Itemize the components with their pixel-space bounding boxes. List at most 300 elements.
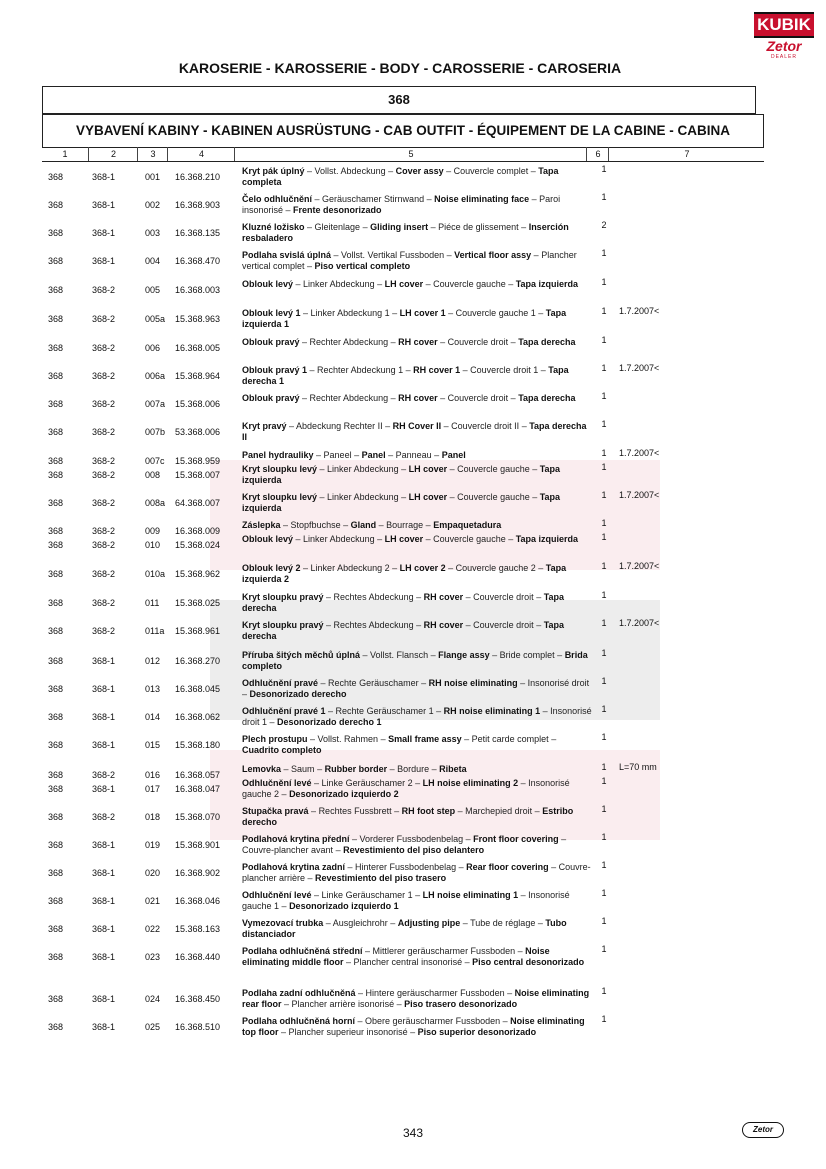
figure-cell: 368-1 xyxy=(92,868,116,878)
description-fr: Insonorisé gauche 1 xyxy=(242,890,570,911)
figure-cell: 368-2 xyxy=(92,498,116,508)
description-fr: Couvercle droit xyxy=(473,592,534,602)
group-cell: 368 xyxy=(48,343,64,353)
group-cell: 368 xyxy=(48,172,64,182)
group-cell: 368 xyxy=(48,784,64,794)
kubik-zetor-logo xyxy=(754,12,814,60)
description-fr: Couvercle droit xyxy=(447,337,509,347)
description-fr: Panneau xyxy=(395,450,432,460)
description-cz: Oblouk levý 1 xyxy=(242,308,301,318)
position-cell: 007c xyxy=(145,456,165,466)
figure-cell: 368-1 xyxy=(92,256,116,266)
description-fr: Couvercle complet xyxy=(453,166,529,176)
description-de: Gleitenlage xyxy=(314,222,361,232)
description-es: Tapa derecha xyxy=(242,620,565,641)
dealer-text: DEALER xyxy=(770,54,797,60)
figure-cell: 368-1 xyxy=(92,896,116,906)
figure-cell: 368-1 xyxy=(92,784,116,794)
description-en: RH cover xyxy=(398,393,438,403)
description-es: Brida completo xyxy=(242,650,588,671)
description-en: LH cover xyxy=(384,534,424,544)
group-cell: 368 xyxy=(48,228,64,238)
quantity-cell: 1 xyxy=(601,490,607,500)
quantity-cell: 1 xyxy=(601,648,607,658)
quantity-cell: 1 xyxy=(601,532,607,542)
figure-cell: 368-1 xyxy=(92,712,116,722)
description-de: Vollst. Rahmen xyxy=(317,734,379,744)
description-de: Rechter Abdeckung xyxy=(309,337,389,347)
description-es: Estribo derecho xyxy=(242,806,574,827)
quantity-cell: 1 xyxy=(601,762,607,772)
part-number-cell: 15.368.024 xyxy=(175,540,221,550)
description-cz: Kluzné ložisko xyxy=(242,222,305,232)
description-de: Linker Abdeckung 2 xyxy=(310,563,390,573)
quantity-cell: 1 xyxy=(601,618,607,628)
description-fr: Insonorisé gauche 2 xyxy=(242,778,570,799)
description-de: Linker Abdeckung xyxy=(303,534,375,544)
description-en: LH cover xyxy=(384,279,424,289)
position-cell: 022 xyxy=(145,924,161,934)
group-cell: 368 xyxy=(48,656,64,666)
description-fr: Couvercle gauche xyxy=(457,464,530,474)
quantity-cell: 2 xyxy=(601,220,607,230)
description-cz: Příruba šitých měchů úplná xyxy=(242,650,361,660)
figure-cell: 368-2 xyxy=(92,456,116,466)
description-cell: Kryt pák úplný – Vollst. Abdeckung – Cover assy – Couvercle complet – Tapa completa xyxy=(242,166,559,187)
quantity-cell: 1 xyxy=(601,363,607,373)
description-es: Tapa izquierda xyxy=(515,534,579,544)
description-fr: Plancher central insonorisé xyxy=(353,956,463,967)
column-header: 7 xyxy=(608,147,765,161)
quantity-cell: 1 xyxy=(601,732,607,742)
zetor-footer-logo: Zetor xyxy=(742,1122,784,1138)
description-es: Desonorizado izquierdo 2 xyxy=(289,788,399,799)
quantity-cell: 1 xyxy=(601,419,607,429)
description-cell: Kryt sloupku pravý – Rechtes Abdeckung – RH cover – Couvercle droit – Tapa derecha xyxy=(242,592,565,613)
figure-cell: 368-1 xyxy=(92,840,116,850)
part-number-cell: 15.368.025 xyxy=(175,598,221,608)
description-fr: Couvercle gauche xyxy=(457,492,530,502)
description-fr: Couvercle droit 1 xyxy=(470,365,539,375)
description-de: Vorderer Fussbodenbelag xyxy=(359,834,464,844)
position-cell: 024 xyxy=(145,994,161,1004)
description-es: Tapa izquierda xyxy=(515,279,579,289)
note-cell: 1.7.2007< xyxy=(619,448,660,458)
figure-cell: 368-2 xyxy=(92,598,116,608)
quantity-cell: 1 xyxy=(601,462,607,472)
description-en: Noise eliminating top floor xyxy=(242,1016,585,1037)
figure-cell: 368-2 xyxy=(92,626,116,636)
position-cell: 021 xyxy=(145,896,161,906)
position-cell: 023 xyxy=(145,952,161,962)
description-en: Cover assy xyxy=(395,166,444,176)
note-cell: 1.7.2007< xyxy=(619,618,660,628)
description-cell: Podlaha zadní odhlučněná – Hintere geräuscharmer Fussboden – Noise eliminating rear floor – Plancher arrière isonorisé – Piso trasero desonorizado xyxy=(242,988,590,1009)
quantity-cell: 1 xyxy=(601,704,607,714)
description-en: LH noise eliminating 1 xyxy=(422,890,519,900)
description-fr: Paroi insonorisé xyxy=(242,194,561,215)
description-cz: Čelo odhlučnění xyxy=(242,194,313,204)
position-cell: 004 xyxy=(145,256,161,266)
description-en: Rubber border xyxy=(324,764,388,774)
figure-cell: 368-1 xyxy=(92,952,116,962)
part-number-cell: 16.368.450 xyxy=(175,994,221,1004)
description-fr: Bride complet xyxy=(499,650,555,660)
description-cell: Čelo odhlučnění – Geräuschamer Stirnwand – Noise eliminating face – Paroi insonorisé – Frente desonorizado xyxy=(242,194,561,215)
figure-cell: 368-2 xyxy=(92,371,116,381)
description-cell: Podlahová krytina přední – Vorderer Fussbodenbelag – Front floor covering – Couvre-plancher avant – Revestimiento del piso delantero xyxy=(242,834,567,855)
description-cell: Vymezovací trubka – Ausgleichrohr – Adjusting pipe – Tube de réglage – Tubo distanciador xyxy=(242,918,567,939)
group-cell: 368 xyxy=(48,896,64,906)
description-cell: Odhlučnění levé – Linke Geräuschamer 1 – LH noise eliminating 1 – Insonorisé gauche 1 – Desonorizado izquierdo 1 xyxy=(242,890,570,911)
description-en: Adjusting pipe xyxy=(397,918,461,928)
description-en: Panel xyxy=(361,450,386,460)
group-cell: 368 xyxy=(48,256,64,266)
figure-cell: 368-1 xyxy=(92,1022,116,1032)
kubik-logo-text: KUBIK xyxy=(754,12,814,38)
quantity-cell: 1 xyxy=(601,391,607,401)
position-cell: 025 xyxy=(145,1022,161,1032)
group-cell: 368 xyxy=(48,770,64,780)
part-number-cell: 15.368.007 xyxy=(175,470,221,480)
description-en: Noise eliminating face xyxy=(434,194,530,204)
quantity-cell: 1 xyxy=(601,518,607,528)
section-title: KAROSERIE - KAROSSERIE - BODY - CAROSSERIE - CAROSERIA xyxy=(178,60,622,76)
position-cell: 007a xyxy=(145,399,166,409)
description-en: RH noise eliminating 1 xyxy=(443,706,541,716)
description-fr: Couvre-plancher arrière xyxy=(242,862,591,883)
description-fr: Piéce de glissement xyxy=(438,222,519,232)
description-cz: Podlaha svislá úplná xyxy=(242,250,332,260)
description-cz: Oblouk levý 2 xyxy=(242,563,301,573)
description-fr: Plancher vertical complet xyxy=(242,250,577,271)
description-cz: Podlaha odhlučněná střední xyxy=(242,946,363,956)
group-cell: 368 xyxy=(48,626,64,636)
group-cell: 368 xyxy=(48,840,64,850)
description-en: RH cover xyxy=(398,337,438,347)
quantity-cell: 1 xyxy=(601,944,607,954)
description-fr: Couvercle droit xyxy=(447,393,509,403)
part-number-cell: 16.368.062 xyxy=(175,712,221,722)
figure-cell: 368-1 xyxy=(92,172,116,182)
description-es: Frente desonorizado xyxy=(293,204,382,215)
description-en: RH Cover II xyxy=(392,421,442,431)
group-cell: 368 xyxy=(48,868,64,878)
quantity-cell: 1 xyxy=(601,164,607,174)
position-cell: 016 xyxy=(145,770,161,780)
description-es: Desonorizado izquierdo 1 xyxy=(289,900,399,911)
part-number-cell: 16.368.135 xyxy=(175,228,221,238)
description-en: Rear floor covering xyxy=(466,862,549,872)
quantity-cell: 1 xyxy=(601,832,607,842)
description-de: Linker Abdeckung xyxy=(327,492,399,502)
description-cz: Panel hydrauliky xyxy=(242,450,314,460)
description-de: Saum xyxy=(291,764,315,774)
description-cell: Příruba šitých měchů úplná – Vollst. Flansch – Flange assy – Bride complet – Brida completo xyxy=(242,650,588,671)
figure-cell: 368-1 xyxy=(92,924,116,934)
description-fr: Couvercle droit II xyxy=(451,421,520,431)
group-cell: 368 xyxy=(48,371,64,381)
part-number-cell: 16.368.005 xyxy=(175,343,221,353)
description-cell: Kryt sloupku pravý – Rechtes Abdeckung – RH cover – Couvercle droit – Tapa derecha xyxy=(242,620,565,641)
description-en: RH cover 1 xyxy=(413,365,461,375)
description-cz: Oblouk levý xyxy=(242,534,294,544)
description-es: Tapa izquierda 1 xyxy=(242,308,567,329)
figure-cell: 368-2 xyxy=(92,399,116,409)
group-cell: 368 xyxy=(48,569,64,579)
column-header: 1 xyxy=(62,149,68,159)
description-cell: Oblouk pravý – Rechter Abdeckung – RH cover – Couvercle droit – Tapa derecha xyxy=(242,393,576,403)
description-fr: Petit carde complet xyxy=(471,734,549,744)
description-fr: Insonorisé droit xyxy=(527,678,590,688)
description-de: Obere geräuscharmer Fussboden xyxy=(365,1016,501,1026)
description-cz: Oblouk levý xyxy=(242,279,294,289)
figure-cell: 368-2 xyxy=(92,314,116,324)
figure-cell: 368-2 xyxy=(92,540,116,550)
description-de: Rechte Geräuschamer xyxy=(328,678,419,688)
description-cell: Plech prostupu – Vollst. Rahmen – Small frame assy – Petit carde complet – Cuadrito completo xyxy=(242,734,557,755)
description-cz: Podlaha odhlučněná horní xyxy=(242,1016,356,1026)
description-en: Gland xyxy=(350,520,377,530)
group-cell: 368 xyxy=(48,924,64,934)
page-number: 343 xyxy=(402,1126,424,1140)
figure-cell: 368-2 xyxy=(92,569,116,579)
part-number-cell: 16.368.270 xyxy=(175,656,221,666)
description-fr: Couvre-plancher avant xyxy=(242,844,334,855)
description-en: LH cover 2 xyxy=(399,563,446,573)
description-fr: Couvercle droit xyxy=(473,620,534,630)
position-cell: 014 xyxy=(145,712,161,722)
description-de: Abdeckung Rechter II xyxy=(296,421,383,431)
group-cell: 368 xyxy=(48,994,64,1004)
quantity-cell: 1 xyxy=(601,192,607,202)
description-de: Rechter Abdeckung xyxy=(309,393,389,403)
position-cell: 005a xyxy=(145,314,166,324)
part-number-cell: 15.368.964 xyxy=(175,371,221,381)
description-fr: Couvercle gauche xyxy=(433,279,506,289)
group-cell: 368 xyxy=(48,712,64,722)
part-number-cell: 16.368.510 xyxy=(175,1022,221,1032)
column-header: 3 xyxy=(137,147,168,161)
description-cell: Kluzné ložisko – Gleitenlage – Gliding insert – Piéce de glissement – Inserción resbaladero xyxy=(242,222,569,243)
description-de: Hintere geräuscharmer Fussboden xyxy=(365,988,505,998)
subgroup-title: VYBAVENÍ KABINY - KABINEN AUSRÜSTUNG - CAB OUTFIT - ÉQUIPEMENT DE LA CABINE - CABINA xyxy=(42,114,764,148)
part-number-cell: 15.368.070 xyxy=(175,812,221,822)
description-cz: Oblouk pravý xyxy=(242,393,300,403)
description-cz: Odhlučnění pravé 1 xyxy=(242,706,326,716)
description-es: Tapa completa xyxy=(242,166,559,187)
quantity-cell: 1 xyxy=(601,306,607,316)
description-es: Tapa derecha xyxy=(518,337,576,347)
position-cell: 001 xyxy=(145,172,161,182)
description-cell: Panel hydrauliky – Paneel – Panel – Panneau – Panel xyxy=(242,450,466,460)
description-de: Linke Geräuschamer 1 xyxy=(321,890,413,900)
position-cell: 011 xyxy=(145,598,160,608)
description-cell: Stupačka pravá – Rechtes Fussbrett – RH foot step – Marchepied droit – Estribo derecho xyxy=(242,806,574,827)
description-en: RH noise eliminating xyxy=(428,678,518,688)
group-cell: 368 xyxy=(48,285,64,295)
description-es: Tapa derecha xyxy=(242,592,565,613)
part-number-cell: 15.368.006 xyxy=(175,399,221,409)
figure-cell: 368-1 xyxy=(92,740,116,750)
description-de: Geräuschamer Stirnwand xyxy=(322,194,425,204)
description-en: Vertical floor assy xyxy=(454,250,532,260)
part-number-cell: 15.368.961 xyxy=(175,626,221,636)
description-de: Rechtes Abdeckung xyxy=(333,620,414,630)
quantity-cell: 1 xyxy=(601,776,607,786)
quantity-cell: 1 xyxy=(601,888,607,898)
description-cz: Oblouk pravý 1 xyxy=(242,365,308,375)
note-cell: 1.7.2007< xyxy=(619,561,660,571)
description-en: Noise eliminating rear floor xyxy=(242,988,590,1009)
quantity-cell: 1 xyxy=(601,676,607,686)
description-cz: Podlahová krytina zadní xyxy=(242,862,346,872)
description-es: Desonorizado derecho xyxy=(249,688,347,699)
description-de: Rechter Abdeckung 1 xyxy=(317,365,404,375)
description-de: Linker Abdeckung xyxy=(303,279,375,289)
group-number: 368 xyxy=(42,86,756,114)
position-cell: 002 xyxy=(145,200,161,210)
part-number-cell: 64.368.007 xyxy=(175,498,221,508)
description-de: Ausgleichrohr xyxy=(332,918,388,928)
description-es: Tapa izquierda xyxy=(242,464,561,485)
description-en: LH noise eliminating 2 xyxy=(422,778,519,788)
position-cell: 008a xyxy=(145,498,166,508)
group-cell: 368 xyxy=(48,470,64,480)
position-cell: 003 xyxy=(145,228,161,238)
description-en: Noise eliminating middle floor xyxy=(242,946,550,967)
position-cell: 010 xyxy=(145,540,161,550)
description-cell: Lemovka – Saum – Rubber border – Bordure – Ribeta xyxy=(242,764,467,774)
description-cz: Lemovka xyxy=(242,764,282,774)
figure-cell: 368-1 xyxy=(92,994,116,1004)
quantity-cell: 1 xyxy=(601,335,607,345)
description-es: Tapa derecha xyxy=(518,393,576,403)
description-de: Vollst. Flansch xyxy=(370,650,429,660)
group-cell: 368 xyxy=(48,684,64,694)
column-header: 4 xyxy=(167,147,235,161)
quantity-cell: 1 xyxy=(601,277,607,287)
part-number-cell: 15.368.163 xyxy=(175,924,221,934)
position-cell: 006 xyxy=(145,343,161,353)
description-cell: Podlaha odhlučněná střední – Mittlerer geräuscharmer Fussboden – Noise eliminating middle floor – Plancher central insonorisé – Piso central desonorizado xyxy=(242,946,585,967)
description-es: Inserción resbaladero xyxy=(242,222,569,243)
note-cell: 1.7.2007< xyxy=(619,490,660,500)
description-de: Hinterer Fussbodenbelag xyxy=(355,862,457,872)
description-cz: Plech prostupu xyxy=(242,734,308,744)
description-de: Rechtes Abdeckung xyxy=(333,592,414,602)
description-cell: Kryt sloupku levý – Linker Abdeckung – LH cover – Couvercle gauche – Tapa izquierda xyxy=(242,492,561,513)
description-es: Piso trasero desonorizado xyxy=(404,998,518,1009)
description-cz: Vymezovací trubka xyxy=(242,918,324,928)
part-number-cell: 16.368.210 xyxy=(175,172,221,182)
quantity-cell: 1 xyxy=(601,448,607,458)
group-cell: 368 xyxy=(48,540,64,550)
description-cell: Podlaha svislá úplná – Vollst. Vertikal Fussboden – Vertical floor assy – Plancher vertical complet – Piso vertical completo xyxy=(242,250,577,271)
description-es: Piso superior desonorizado xyxy=(417,1026,537,1037)
figure-cell: 368-1 xyxy=(92,228,116,238)
group-cell: 368 xyxy=(48,427,64,437)
description-cell: Odhlučnění pravé 1 – Rechte Geräuschamer 1 – RH noise eliminating 1 – Insonorisé droit 1 – Desonorizado derecho 1 xyxy=(242,706,592,727)
part-number-cell: 16.368.440 xyxy=(175,952,221,962)
description-cell: Oblouk levý 2 – Linker Abdeckung 2 – LH cover 2 – Couvercle gauche 2 – Tapa izquierda 2 xyxy=(242,563,567,584)
note-cell: 1.7.2007< xyxy=(619,306,660,316)
part-number-cell: 16.368.046 xyxy=(175,896,221,906)
description-cell: Oblouk pravý – Rechter Abdeckung – RH cover – Couvercle droit – Tapa derecha xyxy=(242,337,576,347)
position-cell: 005 xyxy=(145,285,161,295)
description-es: Empaquetadura xyxy=(433,520,502,530)
description-en: Front floor covering xyxy=(473,834,559,844)
description-cz: Odhlučnění levé xyxy=(242,890,312,900)
position-cell: 006a xyxy=(145,371,166,381)
description-de: Linke Geräuschamer 2 xyxy=(321,778,413,788)
column-headers xyxy=(42,147,764,162)
group-cell: 368 xyxy=(48,314,64,324)
position-cell: 019 xyxy=(145,840,161,850)
description-en: RH cover xyxy=(423,620,464,630)
column-header: 2 xyxy=(88,147,138,161)
position-cell: 020 xyxy=(145,868,161,878)
column-header: 6 xyxy=(586,147,609,161)
figure-cell: 368-2 xyxy=(92,427,116,437)
description-cz: Stupačka pravá xyxy=(242,806,309,816)
part-number-cell: 15.368.180 xyxy=(175,740,221,750)
description-de: Rechte Geräuschamer 1 xyxy=(335,706,434,716)
description-cell: Odhlučnění levé – Linke Geräuschamer 2 – LH noise eliminating 2 – Insonorisé gauche 2 – Desonorizado izquierdo 2 xyxy=(242,778,570,799)
description-cell: Oblouk levý – Linker Abdeckung – LH cover – Couvercle gauche – Tapa izquierda xyxy=(242,279,579,289)
part-number-cell: 16.368.045 xyxy=(175,684,221,694)
description-es: Tapa izquierda xyxy=(242,492,561,513)
description-cell: Záslepka – Stopfbuchse – Gland – Bourrage – Empaquetadura xyxy=(242,520,502,530)
description-en: Gliding insert xyxy=(370,222,429,232)
description-en: LH cover xyxy=(408,464,448,474)
column-header: 5 xyxy=(234,147,587,161)
description-en: Small frame assy xyxy=(388,734,462,744)
description-es: Tubo distanciador xyxy=(242,918,567,939)
quantity-cell: 1 xyxy=(601,860,607,870)
position-cell: 011a xyxy=(145,626,165,636)
description-cell: Oblouk levý 1 – Linker Abdeckung 1 – LH cover 1 – Couvercle gauche 1 – Tapa izquierda 1 xyxy=(242,308,567,329)
group-cell: 368 xyxy=(48,526,64,536)
description-fr: Plancher arrière isonorisé xyxy=(291,998,395,1009)
description-fr: Bordure xyxy=(397,764,430,774)
quantity-cell: 1 xyxy=(601,248,607,258)
description-de: Stopfbuchse xyxy=(290,520,341,530)
description-de: Vollst. Abdeckung xyxy=(314,166,386,176)
description-fr: Bourrage xyxy=(386,520,424,530)
description-cz: Kryt sloupku levý xyxy=(242,464,318,474)
part-number-cell: 16.368.009 xyxy=(175,526,221,536)
description-fr: Couvercle gauche 2 xyxy=(455,563,536,573)
description-cz: Záslepka xyxy=(242,520,281,530)
description-fr: Couvercle gauche xyxy=(433,534,506,544)
quantity-cell: 1 xyxy=(601,916,607,926)
description-cell: Podlahová krytina zadní – Hinterer Fussbodenbelag – Rear floor covering – Couvre-plancher arrière – Revestimiento del piso trasero xyxy=(242,862,591,883)
description-cell: Kryt pravý – Abdeckung Rechter II – RH Cover II – Couvercle droit II – Tapa derecha II xyxy=(242,421,587,442)
part-number-cell: 15.368.963 xyxy=(175,314,221,324)
description-es: Piso vertical completo xyxy=(314,260,411,271)
description-es: Desonorizado derecho 1 xyxy=(277,716,382,727)
group-cell: 368 xyxy=(48,740,64,750)
figure-cell: 368-1 xyxy=(92,200,116,210)
description-cell: Odhlučnění pravé – Rechte Geräuschamer – RH noise eliminating – Insonorisé droit – Desonorizado derecho xyxy=(242,678,590,699)
description-cz: Kryt sloupku levý xyxy=(242,492,318,502)
position-cell: 013 xyxy=(145,684,161,694)
description-cz: Kryt pravý xyxy=(242,421,287,431)
group-cell: 368 xyxy=(48,812,64,822)
group-cell: 368 xyxy=(48,952,64,962)
figure-cell: 368-2 xyxy=(92,770,116,780)
